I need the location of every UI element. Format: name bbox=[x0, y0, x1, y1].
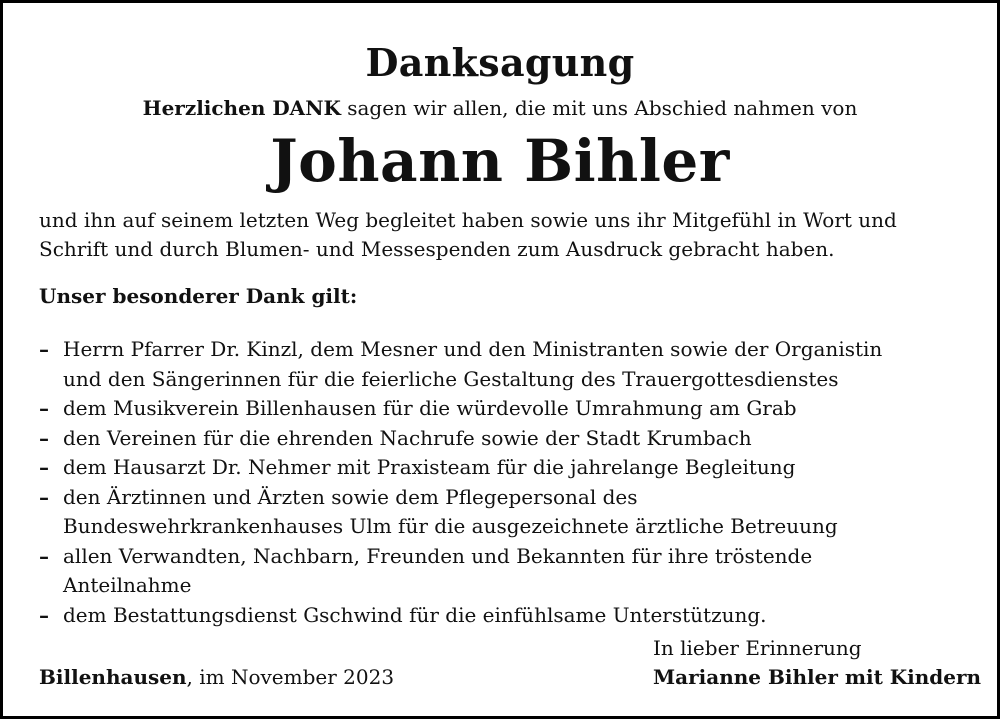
deceased-name: Johann Bihler bbox=[270, 127, 730, 195]
dash-bullet: – bbox=[39, 602, 49, 627]
intro-line bbox=[3, 95, 997, 121]
list-item bbox=[39, 335, 969, 394]
closing-line: In lieber Erinnerung bbox=[653, 636, 862, 660]
dash-bullet: – bbox=[39, 455, 49, 479]
list-item-line: den Vereinen für die ehrenden Nachrufe sowie der Stadt Krumbach bbox=[63, 425, 752, 450]
list-item bbox=[39, 424, 969, 454]
dash-bullet: – bbox=[39, 543, 49, 568]
paragraph-line: und ihn auf seinem letzten Weg begleitet haben sowie uns ihr Mitgefühl in Wort und bbox=[39, 208, 897, 232]
list-item-line: Bundeswehrkrankenhauses Ulm für die ausgezeichnete ärztliche Betreuung bbox=[63, 514, 838, 538]
place-date bbox=[39, 663, 394, 691]
closing-block bbox=[653, 634, 981, 692]
list-item bbox=[39, 601, 969, 631]
intro-bold-text: Herzlichen DANK bbox=[142, 96, 341, 120]
signature: Marianne Bihler mit Kindern bbox=[653, 665, 982, 689]
notice-title: Danksagung bbox=[365, 40, 635, 85]
list-item-line: den Ärztinnen und Ärzten sowie dem Pflegepersonal des bbox=[63, 484, 638, 509]
list-item-line: und den Sängerinnen für die feierliche Gestaltung des Trauergottesdienstes bbox=[63, 366, 839, 391]
dash-bullet: – bbox=[39, 396, 49, 420]
list-item-line: allen Verwandten, Nachbarn, Freunden und Bekannten für ihre tröstende bbox=[63, 543, 813, 568]
list-item-line: dem Hausarzt Dr. Nehmer mit Praxisteam für die jahrelange Begleitung bbox=[63, 455, 796, 479]
thanks-list bbox=[39, 335, 969, 630]
dash-bullet: – bbox=[39, 425, 49, 450]
list-item bbox=[39, 542, 969, 601]
place-name: Billenhausen bbox=[39, 665, 187, 689]
paragraph-line: Schrift und durch Blumen- und Messespenden zum Ausdruck gebracht haben. bbox=[39, 237, 835, 261]
list-item-line: Herrn Pfarrer Dr. Kinzl, dem Mesner und den Ministranten sowie der Organistin bbox=[63, 337, 883, 361]
list-item bbox=[39, 394, 969, 424]
list-item-line: dem Musikverein Billenhausen für die würdevolle Umrahmung am Grab bbox=[63, 396, 797, 420]
dash-bullet: – bbox=[39, 337, 49, 361]
intro-text: sagen wir allen, die mit uns Abschied nahmen von bbox=[340, 96, 858, 120]
special-thanks-heading: Unser besonderer Dank gilt: bbox=[39, 284, 358, 308]
list-item bbox=[39, 453, 969, 483]
list-item bbox=[39, 483, 969, 542]
thanks-paragraph bbox=[39, 206, 969, 264]
list-item-line: Anteilnahme bbox=[63, 573, 192, 597]
list-item-line: dem Bestattungsdienst Gschwind für die einfühlsame Unterstützung. bbox=[63, 602, 767, 627]
dash-bullet: – bbox=[39, 484, 49, 509]
date-text: , im November 2023 bbox=[186, 665, 395, 689]
